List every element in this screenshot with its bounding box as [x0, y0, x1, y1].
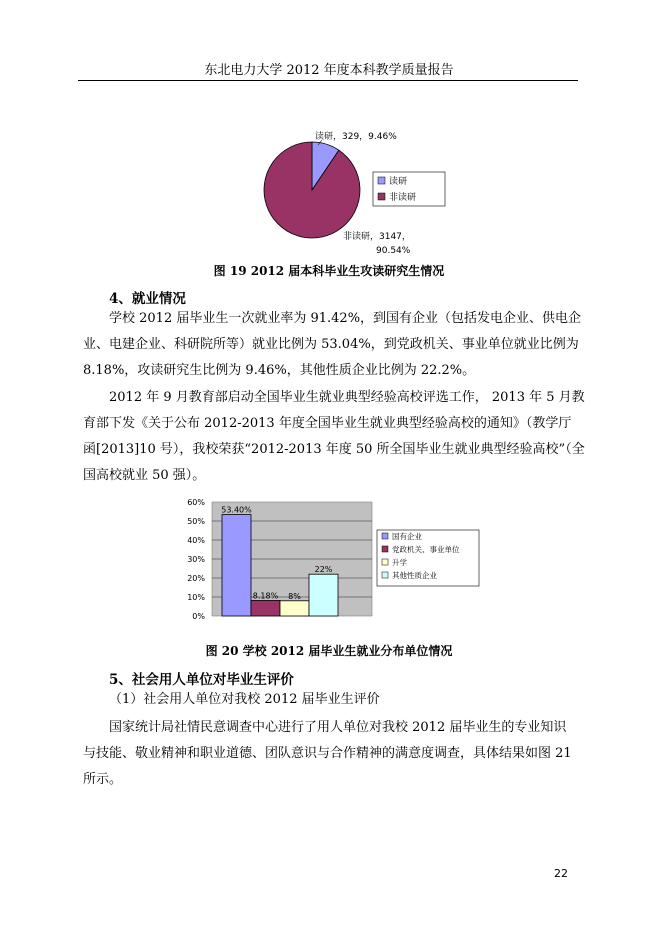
figure20-bar-chart — [187, 492, 510, 627]
section4-paragraph2-line2: 育部下发《关于公布 2012-2013 年度全国毕业生就业典型经验高校的通知》（教学厅 — [83, 416, 572, 431]
y-tick-label: 0% — [192, 612, 205, 621]
figure20-caption: 图 20 学校 2012 届毕业生就业分布单位情况 — [205, 644, 453, 658]
y-tick-label: 30% — [187, 555, 205, 564]
section4-paragraph1-line3: 8.18%，攻读研究生比例为 9.46%，其他性质企业比例为 22.2%。 — [83, 363, 476, 378]
bar-legend-swatch — [382, 546, 388, 552]
page-header-title: 东北电力大学 2012 年度本科教学质量报告 — [204, 63, 454, 78]
section4-paragraph2-line3: 函[2013]10 号），我校荣获“2012-2013 年度 50 所全国毕业生就业典型经验高校”（全 — [83, 442, 585, 457]
section4-paragraph1-line2: 业、电建企业、科研院所等）就业比例为 53.04%，到党政机关、事业单位就业比例为 — [83, 337, 579, 352]
section5-paragraph-line3: 所示。 — [83, 772, 123, 787]
section5-paragraph-line1: 国家统计局社情民意调查中心进行了用人单位对我校 2012 届毕业生的专业知识 — [109, 720, 567, 735]
bar-legend-label: 其他性质企业 — [392, 571, 437, 580]
pie-label-read-grad: 读研，329，9.46% — [315, 132, 397, 142]
bar — [280, 601, 309, 616]
bar-legend-label: 升学 — [392, 558, 407, 567]
bar — [222, 515, 251, 616]
section4-paragraph2-line4: 国高校就业 50 强）。 — [83, 468, 206, 483]
section5-heading: 5、社会用人单位对毕业生评价 — [109, 672, 294, 688]
page-number: 22 — [554, 867, 568, 880]
pie-label-not-read-grad: 非读研，3147， — [343, 232, 411, 242]
bar-legend-swatch — [382, 533, 388, 539]
bar — [309, 574, 338, 616]
y-tick-label: 50% — [187, 517, 205, 526]
y-tick-label: 20% — [187, 574, 205, 583]
y-tick-label: 40% — [187, 536, 205, 545]
bar-data-label: 53.40% — [221, 505, 252, 515]
pie-legend-label-read-grad: 读研 — [389, 177, 408, 187]
figure19-pie-chart — [250, 120, 450, 260]
section4-paragraph1-line1: 学校 2012 届毕业生一次就业率为 91.42%，到国有企业（包括发电企业、供电企 — [109, 311, 582, 326]
y-tick-label: 10% — [187, 593, 205, 602]
bar-legend-label: 国有企业 — [392, 532, 422, 541]
pie-label-not-read-grad-percent: 90.54% — [376, 246, 411, 256]
bar-data-label: 8.18% — [252, 591, 279, 601]
figure19-caption: 图 19 2012 届本科毕业生攻读研究生情况 — [213, 264, 445, 278]
section5-subheading: （1）社会用人单位对我校 2012 届毕业生评价 — [109, 692, 380, 707]
section4-heading: 4、就业情况 — [109, 291, 186, 307]
pie-legend-swatch-not-read-grad — [378, 193, 385, 200]
section5-paragraph-line2: 与技能、敬业精神和职业道德、团队意识与合作精神的满意度调查，具体结果如图 21 — [83, 746, 572, 761]
bar — [251, 600, 280, 616]
pie-legend-swatch-read-grad — [378, 177, 385, 184]
y-tick-label: 60% — [187, 498, 205, 507]
pie-legend-label-not-read-grad: 非读研 — [389, 193, 417, 203]
bar-legend-swatch — [382, 572, 388, 578]
section4-paragraph2-line1: 2012 年 9 月教育部启动全国毕业生就业典型经验高校评选工作， 2013 年 5 月教 — [109, 390, 585, 405]
bar-data-label: 22% — [314, 565, 333, 575]
bar-legend-label: 党政机关、事业单位 — [392, 545, 460, 554]
pie-slice-not-read-grad — [264, 142, 360, 238]
header-divider — [78, 80, 578, 81]
bar-legend-swatch — [382, 559, 388, 565]
bar-data-label: 8% — [288, 591, 301, 601]
